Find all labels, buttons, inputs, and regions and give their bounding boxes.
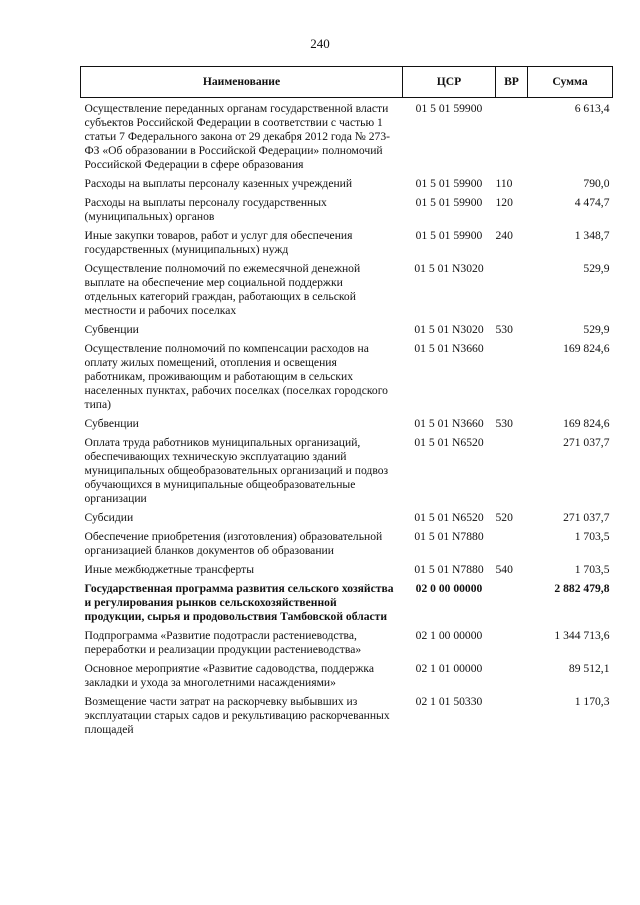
row-sum-cell: 529,9 [583,323,610,336]
row-name-cell: Осуществление переданных органам государственной власти субъектов Российской Федерации в соответствии с частью 1 статьи 7 Федерального закона от 29 декабря 2012 года № 273-ФЗ «Об образовании в Российской Федерации» полномочий Российской Федерации в сфере образования [84,102,390,171]
row-csr-cell: 01 5 01 59900 [415,229,483,242]
row-sum-cell: 169 824,6 [563,342,610,355]
row-vr-cell: 530 [495,323,513,336]
row-name-cell: Расходы на выплаты персоналу государственных (муниципальных) органов [84,196,327,223]
row-sum-cell: 790,0 [583,177,610,190]
row-vr-cell: 540 [495,563,513,576]
row-sum-cell: 1 344 713,6 [554,629,610,642]
table-row [81,342,613,417]
row-csr-cell: 01 5 01 N3020 [414,262,484,275]
row-csr-cell: 01 5 01 N7880 [414,563,484,576]
row-csr-cell: 01 5 01 N6520 [414,511,484,524]
row-csr-cell: 02 1 01 00000 [415,662,483,675]
row-csr-cell: 01 5 01 N7880 [414,530,484,543]
table-row [81,323,613,342]
row-vr-cell: 530 [495,417,513,430]
row-name-cell: Иные межбюджетные трансферты [84,563,255,576]
page-number: 240 [310,36,330,51]
row-vr-cell [496,629,528,662]
table-row [81,196,613,229]
header-sum: Сумма [528,67,613,98]
table-body [81,98,613,743]
row-csr-cell: 01 5 01 59900 [415,177,483,190]
header-name: Наименование [81,67,403,98]
row-name-cell: Иные закупки товаров, работ и услуг для обеспечения государственных (муниципальных) нужд [84,229,353,256]
row-vr-cell [496,530,528,563]
row-csr-cell: 01 5 01 59900 [415,196,483,209]
row-vr-cell [496,262,528,323]
table-row [81,582,613,629]
table-row [81,417,613,436]
table-row [81,530,613,563]
row-name-cell: Субсидии [84,511,134,524]
row-name-cell: Расходы на выплаты персоналу казенных учреждений [84,177,353,190]
row-name-cell: Субвенции [84,417,139,430]
table-row [81,629,613,662]
row-name-cell: Основное мероприятие «Развитие садоводства, поддержка закладки и ухода за многолетними насаждениями» [84,662,374,689]
row-name-cell: Подпрограмма «Развитие подотрасли растениеводства, переработки и реализации продукции растениеводства» [84,629,362,656]
row-sum-cell: 1 703,5 [574,563,610,576]
row-sum-cell: 6 613,4 [574,102,610,115]
table-row [81,511,613,530]
table-row [81,563,613,582]
row-name-cell: Осуществление полномочий по ежемесячной денежной выплате на обеспечение мер социальной поддержки отдельных категорий граждан, работающих в сельской местности и рабочих поселках [84,262,361,317]
row-vr-cell: 520 [495,511,513,524]
row-sum-cell: 89 512,1 [568,662,610,675]
row-name-cell: Субвенции [84,323,139,336]
row-csr-cell: 02 1 00 00000 [415,629,483,642]
row-vr-cell [496,436,528,511]
row-sum-cell: 1 348,7 [574,229,610,242]
row-vr-cell [496,98,528,178]
row-vr-cell: 120 [495,196,513,209]
row-name-cell: Обеспечение приобретения (изготовления) образовательной организацией бланков документов об образовании [84,530,383,557]
row-vr-cell [496,342,528,417]
table-row [81,662,613,695]
row-vr-cell: 110 [495,177,513,190]
row-vr-cell [496,582,528,629]
row-name-cell: Осуществление полномочий по компенсации расходов на оплату жилых помещений, отопления и освещения работникам, проживающим и работающим в сельских населенных пунктах, рабочих поселках (поселках городского типа) [84,342,388,411]
budget-table [80,66,613,742]
row-csr-cell: 01 5 01 N3020 [414,323,484,336]
row-csr-cell: 01 5 01 N3660 [414,417,484,430]
row-sum-cell: 1 170,3 [574,695,610,708]
row-sum-cell: 529,9 [583,262,610,275]
row-sum-cell: 2 882 479,8 [554,582,610,595]
header-csr: ЦСР [403,67,496,98]
table-row [81,695,613,742]
row-csr-cell: 01 5 01 N6520 [414,436,484,449]
row-csr-cell: 02 0 00 00000 [415,582,483,595]
header-vr: ВР [496,67,528,98]
table-row [81,262,613,323]
row-name-cell: Оплата труда работников муниципальных организаций, обеспечивающих техническую эксплуатацию зданий муниципальных общеобразовательных организаций и подвоз обучающихся в муниципальные общеобразовательные организации [84,436,389,505]
row-csr-cell: 01 5 01 59900 [415,102,483,115]
row-vr-cell [496,695,528,742]
table-row [81,436,613,511]
row-csr-cell: 02 1 01 50330 [415,695,483,708]
table-header-row [81,67,613,98]
row-sum-cell: 169 824,6 [563,417,610,430]
row-sum-cell: 271 037,7 [563,436,610,449]
table-row [81,98,613,178]
table-row [81,177,613,196]
row-name-cell: Государственная программа развития сельского хозяйства и регулирования рынков сельскохозяйственной продукции, сырья и продовольствия Тамбовской области [84,582,394,623]
row-vr-cell: 240 [495,229,513,242]
row-sum-cell: 271 037,7 [563,511,610,524]
row-vr-cell [496,662,528,695]
table-header [81,67,613,98]
row-sum-cell: 1 703,5 [574,530,610,543]
row-csr-cell: 01 5 01 N3660 [414,342,484,355]
row-sum-cell: 4 474,7 [574,196,610,209]
table-row [81,229,613,262]
row-name-cell: Возмещение части затрат на раскорчевку выбывших из эксплуатации старых садов и рекультивацию раскорчеванных площадей [84,695,390,736]
